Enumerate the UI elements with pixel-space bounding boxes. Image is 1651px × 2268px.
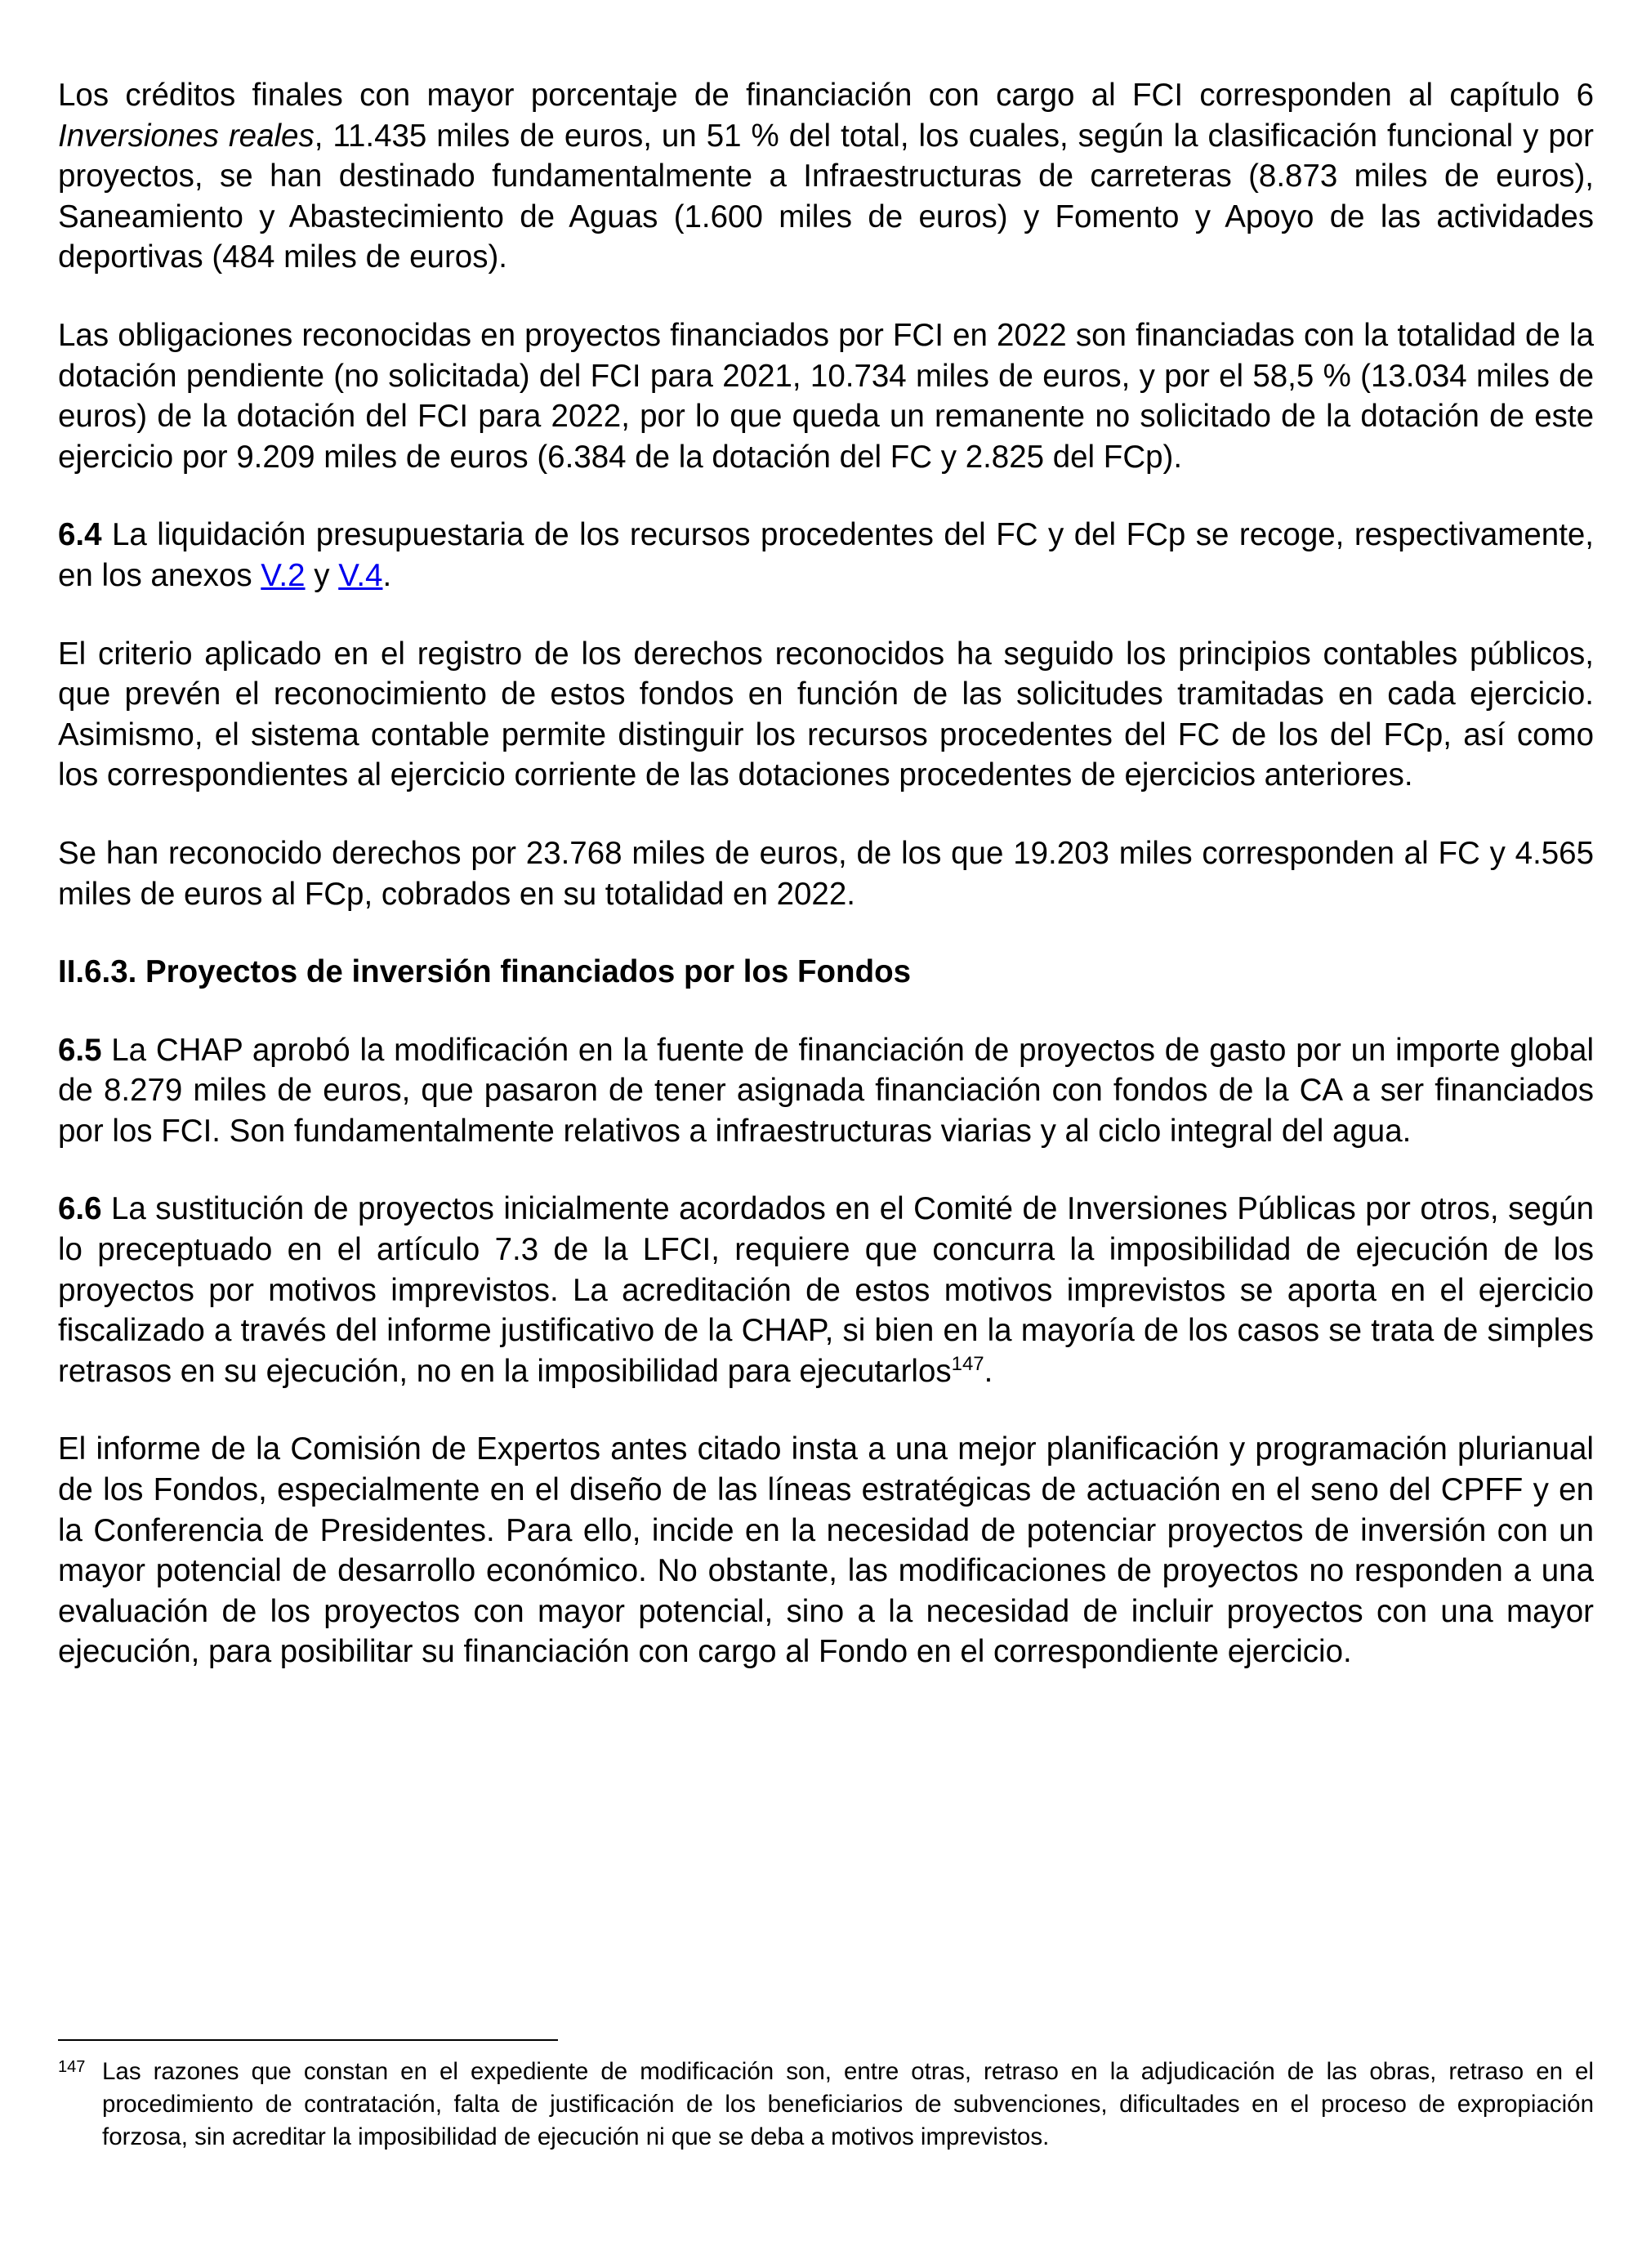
paragraph — [58, 515, 1594, 596]
text-span: . — [984, 1353, 993, 1389]
paragraph — [58, 634, 1594, 796]
text-span: La sustitución de proyectos inicialmente acordados en el Comité de Inversiones Públicas por otros, según lo preceptuado en el artículo 7.3 de la LFCI, requiere que concurra la imposibilidad de ejecución de los proyectos por motivos imprevistos. La acreditación de estos motivos imprevistos se aporta en el ejercicio fiscalizado a través del informe justificativo de la CHAP, si bien en la mayoría de los casos se trata de simples retrasos en su ejecución, no en la imposibilidad para ejecutarlos — [58, 1191, 1594, 1389]
footnote-text: Las razones que constan en el expediente de modificación son, entre otras, retraso en la adjudicación de las obras, retraso en el procedimiento de contratación, falta de justificación de los beneficiarios de subvenciones, dificultades en el proceso de expropiación forzosa, sin acreditar la imposibilidad de ejecución ni que se deba a motivos imprevistos. — [102, 2058, 1594, 2150]
footnote-divider — [58, 2039, 558, 2041]
footnote-number: 147 — [58, 2058, 86, 2076]
section-heading — [58, 952, 1594, 993]
footnote-reference[interactable]: 147 — [951, 1353, 984, 1376]
annex-link[interactable]: V.4 — [338, 557, 383, 593]
paragraph-number: 6.4 — [58, 517, 102, 553]
paragraph-number: 6.6 — [58, 1191, 102, 1227]
text-span: , 11.435 miles de euros, un 51 % del total, los cuales, según la clasificación funcional y por proyectos, se han destinado fundamentalmente a Infraestructuras de carreteras (8.873 miles de euros), Saneamiento y Abastecimiento de Aguas (1.600 miles de euros) y Fomento y Apoyo de las actividades deportivas (484 miles de euros). — [58, 118, 1595, 275]
annex-link[interactable]: V.2 — [261, 557, 306, 593]
text-span: II.6.3. Proyectos de inversión financiados por los Fondos — [58, 954, 912, 990]
paragraph — [58, 315, 1594, 477]
paragraph-number: 6.5 — [58, 1032, 102, 1068]
text-span: La liquidación presupuestaria de los recursos procedentes del FC y del FCp se recoge, respectivamente, en los anexos — [58, 517, 1594, 593]
text-span: . — [382, 557, 392, 593]
text-span: y — [305, 557, 339, 593]
paragraph — [58, 1030, 1594, 1152]
text-span: El criterio aplicado en el registro de los derechos reconocidos ha seguido los principios contables públicos, que prevén el reconocimiento de estos fondos en función de las solicitudes tramitadas en cada ejercicio. Asimismo, el sistema contable permite distinguir los recursos procedentes del FC de los del FCp, así como los correspondientes al ejercicio corriente de las dotaciones procedentes de ejercicios anteriores. — [58, 636, 1594, 793]
document-body — [58, 75, 1594, 1710]
paragraph — [58, 75, 1594, 278]
paragraph — [58, 833, 1594, 914]
text-span: El informe de la Comisión de Expertos antes citado insta a una mejor planificación y programación plurianual de los Fondos, especialmente en el diseño de las líneas estratégicas de actuación en el seno del CPFF y en la Conferencia de Presidentes. Para ello, incide en la necesidad de potenciar proyectos de inversión con un mayor potencial de desarrollo económico. No obstante, las modificaciones de proyectos no responden a una evaluación de los proyectos con mayor potencial, sino a la necesidad de incluir proyectos con una mayor ejecución, para posibilitar su financiación con cargo al Fondo en el correspondiente ejercicio. — [58, 1431, 1594, 1670]
text-span: Los créditos finales con mayor porcentaje de financiación con cargo al FCI corresponden al capítulo 6 — [58, 78, 1594, 113]
text-span: Se han reconocido derechos por 23.768 miles de euros, de los que 19.203 miles corresponden al FC y 4.565 miles de euros al FCp, cobrados en su totalidad en 2022. — [58, 835, 1594, 912]
paragraph — [58, 1429, 1594, 1672]
text-span: La CHAP aprobó la modificación en la fuente de financiación de proyectos de gasto por un importe global de 8.279 miles de euros, que pasaron de tener asignada financiación con fondos de la CA a ser financiados por los FCI. Son fundamentalmente relativos a infraestructuras viarias y al ciclo integral del agua. — [58, 1032, 1594, 1149]
emphasis-text: Inversiones reales — [58, 118, 315, 154]
paragraph — [58, 1189, 1594, 1391]
text-span: Las obligaciones reconocidas en proyectos financiados por FCI en 2022 son financiadas con la totalidad de la dotación pendiente (no solicitada) del FCI para 2021, 10.734 miles de euros, y por el 58,5 % (13.034 miles de euros) de la dotación del FCI para 2022, por lo que queda un remanente no solicitado de la dotación de este ejercicio por 9.209 miles de euros (6.384 de la dotación del FC y 2.825 del FCp). — [58, 317, 1594, 475]
footnote — [58, 2056, 1594, 2154]
